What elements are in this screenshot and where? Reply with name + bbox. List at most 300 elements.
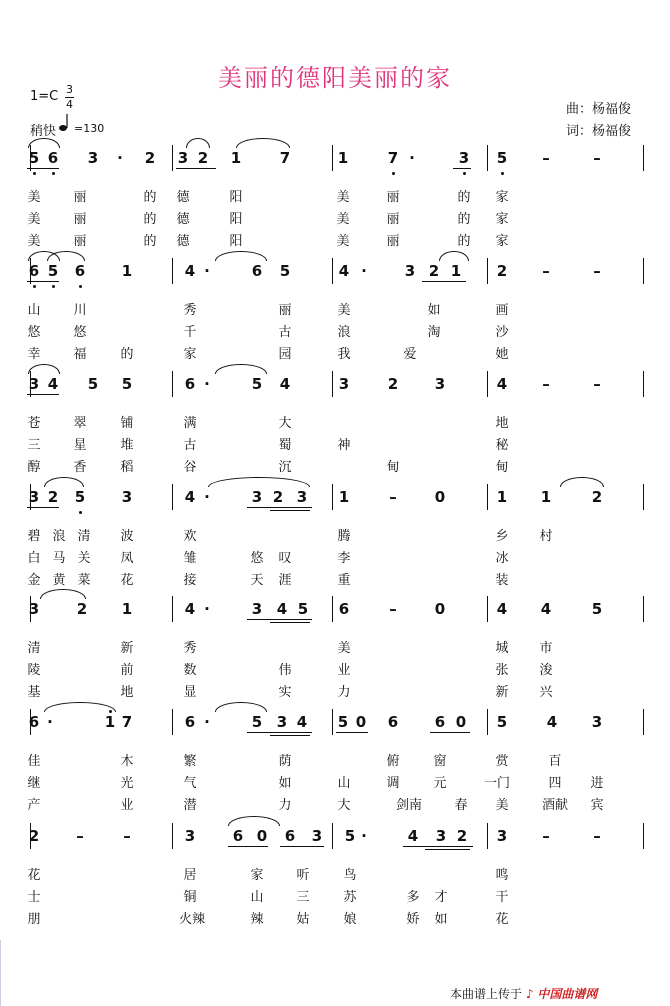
note: · <box>409 149 415 167</box>
bar-line <box>487 709 488 735</box>
lyric-syllable: 家 <box>495 190 509 205</box>
lyric-syllable: 赏 <box>495 754 509 769</box>
lyric-syllable: 娘 <box>343 912 357 927</box>
note: 1 <box>540 488 552 506</box>
lyric-syllable: 菜 <box>77 573 91 588</box>
note: · <box>204 375 210 393</box>
beam-underline <box>336 732 368 733</box>
bar-line <box>487 596 488 622</box>
note: 3 <box>311 827 323 845</box>
beam-underline <box>453 168 471 169</box>
note: 2 <box>456 827 468 845</box>
beam-underline <box>422 281 466 282</box>
lyric-syllable: 业 <box>337 663 351 678</box>
page-title: 美丽的德阳美丽的家 <box>218 64 452 92</box>
note: 6 <box>28 713 40 731</box>
note: 7 <box>121 713 133 731</box>
lyric-syllable: 新 <box>495 685 509 700</box>
lyric-syllable: 阳 <box>229 234 243 249</box>
note: 0 <box>355 713 367 731</box>
lyric-syllable: 家 <box>250 868 264 883</box>
lyric-syllable: 美 <box>336 190 350 205</box>
lyric-syllable: 俯 <box>386 754 400 769</box>
lyric-syllable: 福 <box>73 347 87 362</box>
note: – <box>123 827 131 845</box>
key-signature: 1=C <box>30 89 59 104</box>
lyric-syllable: 干 <box>495 890 509 905</box>
note: 6 <box>232 827 244 845</box>
octave-dot <box>52 285 55 288</box>
note: 1 <box>496 488 508 506</box>
note: · <box>47 713 53 731</box>
note: 4 <box>540 600 552 618</box>
lyric-syllable: 的 <box>143 212 157 227</box>
lyric-syllable: 春 <box>454 798 468 813</box>
note: 5 <box>591 600 603 618</box>
note: 6 <box>387 713 399 731</box>
note: 5 <box>28 149 40 167</box>
note: · <box>204 488 210 506</box>
lyric-syllable: 听 <box>296 868 310 883</box>
note: 4 <box>47 375 59 393</box>
beam-underline <box>425 846 470 847</box>
note: 3 <box>434 375 446 393</box>
note: 1 <box>337 149 349 167</box>
note: 3 <box>296 488 308 506</box>
slur-arc <box>215 251 267 261</box>
note: 2 <box>197 149 209 167</box>
lyric-syllable: 她 <box>495 347 509 362</box>
lyric-syllable: 千 <box>183 325 197 340</box>
lyric-syllable: 丽 <box>73 190 87 205</box>
beam-underline <box>270 732 310 733</box>
lyricist-credit: 词：杨福俊 <box>566 124 632 139</box>
beam-underline <box>280 846 324 847</box>
lyric-syllable: 木 <box>120 754 134 769</box>
bar-line <box>172 709 173 735</box>
lyric-syllable: 欢 <box>183 529 197 544</box>
note: 2 <box>144 149 156 167</box>
lyric-syllable: 装 <box>495 573 509 588</box>
beam-underline <box>27 168 59 169</box>
note: 7 <box>279 149 291 167</box>
slur-arc <box>215 702 267 712</box>
lyric-syllable: 雏 <box>183 551 197 566</box>
lyric-syllable: 接 <box>183 573 197 588</box>
lyric-syllable: 三 <box>27 438 41 453</box>
beam-underline <box>270 622 310 623</box>
lyric-syllable: 新 <box>120 641 134 656</box>
lyric-syllable: 荫 <box>278 754 292 769</box>
note: 2 <box>272 488 284 506</box>
lyric-syllable: 秀 <box>183 303 197 318</box>
bar-line <box>172 258 173 284</box>
note: 4 <box>184 488 196 506</box>
bar-line <box>643 823 644 849</box>
note: 3 <box>28 375 40 393</box>
lyric-syllable: 一门 <box>483 776 511 791</box>
note: 3 <box>496 827 508 845</box>
lyric-syllable: 神 <box>337 438 351 453</box>
note: 2 <box>28 827 40 845</box>
lyric-syllable: 的 <box>120 347 134 362</box>
lyric-syllable: 叹 <box>278 551 292 566</box>
lyric-syllable: 多 <box>406 890 420 905</box>
bar-line <box>643 596 644 622</box>
lyric-syllable: 四 <box>548 776 562 791</box>
lyric-syllable: 鸟 <box>343 868 357 883</box>
lyric-syllable: 香 <box>73 460 87 475</box>
note: – <box>593 149 601 167</box>
lyric-syllable: 市 <box>539 641 553 656</box>
lyric-syllable: 花 <box>27 868 41 883</box>
note: 5 <box>251 713 263 731</box>
lyric-syllable: 产 <box>27 798 41 813</box>
note: 3 <box>184 827 196 845</box>
lyric-syllable: 阳 <box>229 212 243 227</box>
note: 3 <box>177 149 189 167</box>
octave-dot <box>501 172 504 175</box>
lyric-syllable: 清 <box>77 529 91 544</box>
lyric-syllable: 悠 <box>73 325 87 340</box>
lyric-syllable: 重 <box>337 573 351 588</box>
bar-line <box>332 145 333 171</box>
note: 3 <box>121 488 133 506</box>
time-signature-bottom: 4 <box>66 98 73 111</box>
note: 7 <box>387 149 399 167</box>
note: · <box>204 262 210 280</box>
note: 3 <box>251 600 263 618</box>
note: 0 <box>434 488 446 506</box>
note: – <box>389 488 397 506</box>
bar-line <box>487 823 488 849</box>
lyric-syllable: 关 <box>77 551 91 566</box>
lyric-syllable: 的 <box>457 234 471 249</box>
beam-underline <box>270 735 310 736</box>
bar-line <box>172 823 173 849</box>
bar-line <box>643 145 644 171</box>
note: 5 <box>344 827 356 845</box>
note: – <box>389 600 397 618</box>
note: · <box>117 149 123 167</box>
slur-arc <box>47 251 85 261</box>
beam-underline <box>228 846 268 847</box>
bar-line <box>643 258 644 284</box>
note: 6 <box>47 149 59 167</box>
composer-credit: 曲：杨福俊 <box>566 102 632 117</box>
quarter-note-icon <box>58 113 72 133</box>
note: 3 <box>28 600 40 618</box>
slur-arc <box>208 477 310 487</box>
note: 6 <box>28 262 40 280</box>
note: 1 <box>338 488 350 506</box>
slur-arc <box>28 364 60 374</box>
lyric-syllable: 地 <box>120 685 134 700</box>
lyric-syllable: 苍 <box>27 416 41 431</box>
lyric-syllable: 碧 <box>27 529 41 544</box>
note: 6 <box>184 713 196 731</box>
lyric-syllable: 满 <box>183 416 197 431</box>
lyric-syllable: 美 <box>27 234 41 249</box>
lyric-syllable: 川 <box>73 303 87 318</box>
lyric-syllable: 花 <box>120 573 134 588</box>
lyric-syllable: 潜 <box>183 798 197 813</box>
lyric-syllable: 马 <box>52 551 66 566</box>
lyric-syllable: 悠 <box>27 325 41 340</box>
note: 5 <box>74 488 86 506</box>
lyric-syllable: 黄 <box>52 573 66 588</box>
footer-text: 本曲谱上传于 <box>450 987 523 1001</box>
lyric-syllable: 美 <box>27 190 41 205</box>
note: 3 <box>276 713 288 731</box>
bar-line <box>332 596 333 622</box>
footer-brand: 中国曲谱网 <box>537 987 598 1001</box>
lyric-syllable: 铺 <box>120 416 134 431</box>
lyric-syllable: 显 <box>183 685 197 700</box>
lyric-syllable: 百 <box>548 754 562 769</box>
octave-dot <box>109 710 112 713</box>
octave-dot <box>33 285 36 288</box>
lyric-syllable: 秘 <box>495 438 509 453</box>
beam-underline <box>176 168 216 169</box>
beam-underline <box>27 281 59 282</box>
lyric-syllable: 翠 <box>73 416 87 431</box>
bar-line <box>172 484 173 510</box>
lyric-syllable: 数 <box>183 663 197 678</box>
lyric-syllable: 丽 <box>73 234 87 249</box>
beam-underline <box>270 619 310 620</box>
lyric-syllable: 腾 <box>337 529 351 544</box>
octave-dot <box>52 172 55 175</box>
lyric-syllable: 陵 <box>27 663 41 678</box>
lyric-syllable: 鸣 <box>495 868 509 883</box>
lyric-syllable: 调 <box>386 776 400 791</box>
note: 4 <box>546 713 558 731</box>
note: – <box>542 375 550 393</box>
note: 1 <box>121 600 133 618</box>
bar-line <box>332 823 333 849</box>
note: 5 <box>297 600 309 618</box>
time-signature-top: 3 <box>66 83 73 96</box>
beam-underline <box>425 849 470 850</box>
note: 6 <box>184 375 196 393</box>
lyric-syllable: 甸 <box>495 460 509 475</box>
lyric-syllable: 蜀 <box>278 438 292 453</box>
bar-line <box>332 709 333 735</box>
lyric-syllable: 的 <box>457 190 471 205</box>
lyric-syllable: 我 <box>337 347 351 362</box>
lyric-syllable: 如 <box>427 303 441 318</box>
lyric-syllable: 李 <box>337 551 351 566</box>
note: 6 <box>338 600 350 618</box>
lyric-syllable: 苏 <box>343 890 357 905</box>
lyric-syllable: 堆 <box>120 438 134 453</box>
bar-line <box>332 371 333 397</box>
note: 3 <box>87 149 99 167</box>
lyric-syllable: 凤 <box>120 551 134 566</box>
note: 0 <box>455 713 467 731</box>
lyric-syllable: 美 <box>337 641 351 656</box>
lyric-syllable: 佳 <box>27 754 41 769</box>
note: 3 <box>458 149 470 167</box>
lyric-syllable: 家 <box>183 347 197 362</box>
note: 4 <box>407 827 419 845</box>
slur-arc <box>44 702 116 712</box>
lyric-syllable: 星 <box>73 438 87 453</box>
beam-underline <box>27 394 59 395</box>
note: 5 <box>279 262 291 280</box>
lyric-syllable: 继 <box>27 776 41 791</box>
lyric-syllable: 浪 <box>52 529 66 544</box>
lyric-syllable: 如 <box>434 912 448 927</box>
lyric-syllable: 丽 <box>386 212 400 227</box>
bar-line <box>643 371 644 397</box>
lyric-syllable: 酒献 <box>541 798 569 813</box>
note: 4 <box>279 375 291 393</box>
lyric-syllable: 秀 <box>183 641 197 656</box>
lyric-syllable: 繁 <box>183 754 197 769</box>
lyric-syllable: 爱 <box>403 347 417 362</box>
lyric-syllable: 进 <box>590 776 604 791</box>
lyric-syllable: 地 <box>495 416 509 431</box>
lyric-syllable: 浪 <box>337 325 351 340</box>
lyric-syllable: 张 <box>495 663 509 678</box>
bar-line <box>643 484 644 510</box>
lyric-syllable: 山 <box>250 890 264 905</box>
note: 3 <box>28 488 40 506</box>
lyric-syllable: 力 <box>278 798 292 813</box>
slur-arc <box>215 364 267 374</box>
bar-line <box>172 371 173 397</box>
lyric-syllable: 清 <box>27 641 41 656</box>
note: 3 <box>435 827 447 845</box>
note: 2 <box>591 488 603 506</box>
note: 5 <box>251 375 263 393</box>
lyric-syllable: 朋 <box>27 912 41 927</box>
lyric-syllable: 天 <box>250 573 264 588</box>
lyric-syllable: 乡 <box>495 529 509 544</box>
note: 5 <box>47 262 59 280</box>
note: 5 <box>121 375 133 393</box>
lyric-syllable: 窗 <box>433 754 447 769</box>
note: 6 <box>251 262 263 280</box>
lyric-syllable: 美 <box>495 798 509 813</box>
lyric-syllable: 兴 <box>539 685 553 700</box>
beam-underline <box>430 732 470 733</box>
lyric-syllable: 丽 <box>386 234 400 249</box>
slur-arc <box>186 138 210 148</box>
lyric-syllable: 力 <box>337 685 351 700</box>
note: 2 <box>387 375 399 393</box>
lyric-syllable: 宾 <box>590 798 604 813</box>
note: – <box>593 827 601 845</box>
note: · <box>204 600 210 618</box>
note: 2 <box>428 262 440 280</box>
page-edge <box>0 940 1 1006</box>
slur-arc <box>439 251 469 261</box>
lyric-syllable: 德 <box>176 212 190 227</box>
lyric-syllable: 醇 <box>27 460 41 475</box>
lyric-syllable: 剑南 <box>395 798 423 813</box>
note: 4 <box>276 600 288 618</box>
note: 5 <box>496 149 508 167</box>
footer-credit <box>450 985 597 1002</box>
lyric-syllable: 火辣 <box>178 912 206 927</box>
lyric-syllable: 三 <box>296 890 310 905</box>
lyric-syllable: 波 <box>120 529 134 544</box>
note-logo-icon: ♪ <box>525 987 534 1001</box>
lyric-syllable: 涯 <box>278 573 292 588</box>
lyric-syllable: 娇 <box>406 912 420 927</box>
beam-underline <box>270 510 310 511</box>
note: 0 <box>434 600 446 618</box>
lyric-syllable: 前 <box>120 663 134 678</box>
lyric-syllable: 大 <box>337 798 351 813</box>
bar-line <box>172 145 173 171</box>
bar-line <box>487 258 488 284</box>
lyric-syllable: 古 <box>278 325 292 340</box>
tempo-marking: 稍快 <box>30 124 57 139</box>
note: 4 <box>184 262 196 280</box>
lyric-syllable: 美 <box>336 234 350 249</box>
note: 3 <box>591 713 603 731</box>
lyric-syllable: 辣 <box>250 912 264 927</box>
lyric-syllable: 德 <box>176 234 190 249</box>
note: 1 <box>230 149 242 167</box>
lyric-syllable: 元 <box>433 776 447 791</box>
lyric-syllable: 淘 <box>427 325 441 340</box>
note: 3 <box>404 262 416 280</box>
lyric-syllable: 居 <box>183 868 197 883</box>
lyric-syllable: 山 <box>27 303 41 318</box>
note: 2 <box>47 488 59 506</box>
note: 2 <box>76 600 88 618</box>
lyric-syllable: 冰 <box>495 551 509 566</box>
lyric-syllable: 幸 <box>27 347 41 362</box>
lyric-syllable: 大 <box>278 416 292 431</box>
lyric-syllable: 如 <box>278 776 292 791</box>
lyric-syllable: 丽 <box>73 212 87 227</box>
note: 4 <box>338 262 350 280</box>
lyric-syllable: 美 <box>27 212 41 227</box>
lyric-syllable: 稻 <box>120 460 134 475</box>
slur-arc <box>40 589 86 599</box>
lyric-syllable: 姑 <box>296 912 310 927</box>
note: 5 <box>337 713 349 731</box>
lyric-syllable: 的 <box>143 190 157 205</box>
octave-dot <box>33 172 36 175</box>
lyric-syllable: 实 <box>278 685 292 700</box>
octave-dot <box>79 511 82 514</box>
note: 4 <box>184 600 196 618</box>
note: · <box>204 713 210 731</box>
lyric-syllable: 谷 <box>183 460 197 475</box>
bar-line <box>487 145 488 171</box>
lyric-syllable: 家 <box>495 212 509 227</box>
lyric-syllable: 德 <box>176 190 190 205</box>
lyric-syllable: 业 <box>120 798 134 813</box>
lyric-syllable: 沉 <box>278 460 292 475</box>
slur-arc <box>28 138 60 148</box>
note: · <box>361 827 367 845</box>
lyric-syllable: 的 <box>143 234 157 249</box>
note: 1 <box>121 262 133 280</box>
lyric-syllable: 金 <box>27 573 41 588</box>
lyric-syllable: 阳 <box>229 190 243 205</box>
note: 1 <box>104 713 116 731</box>
lyric-syllable: 丽 <box>386 190 400 205</box>
lyric-syllable: 悠 <box>250 551 264 566</box>
